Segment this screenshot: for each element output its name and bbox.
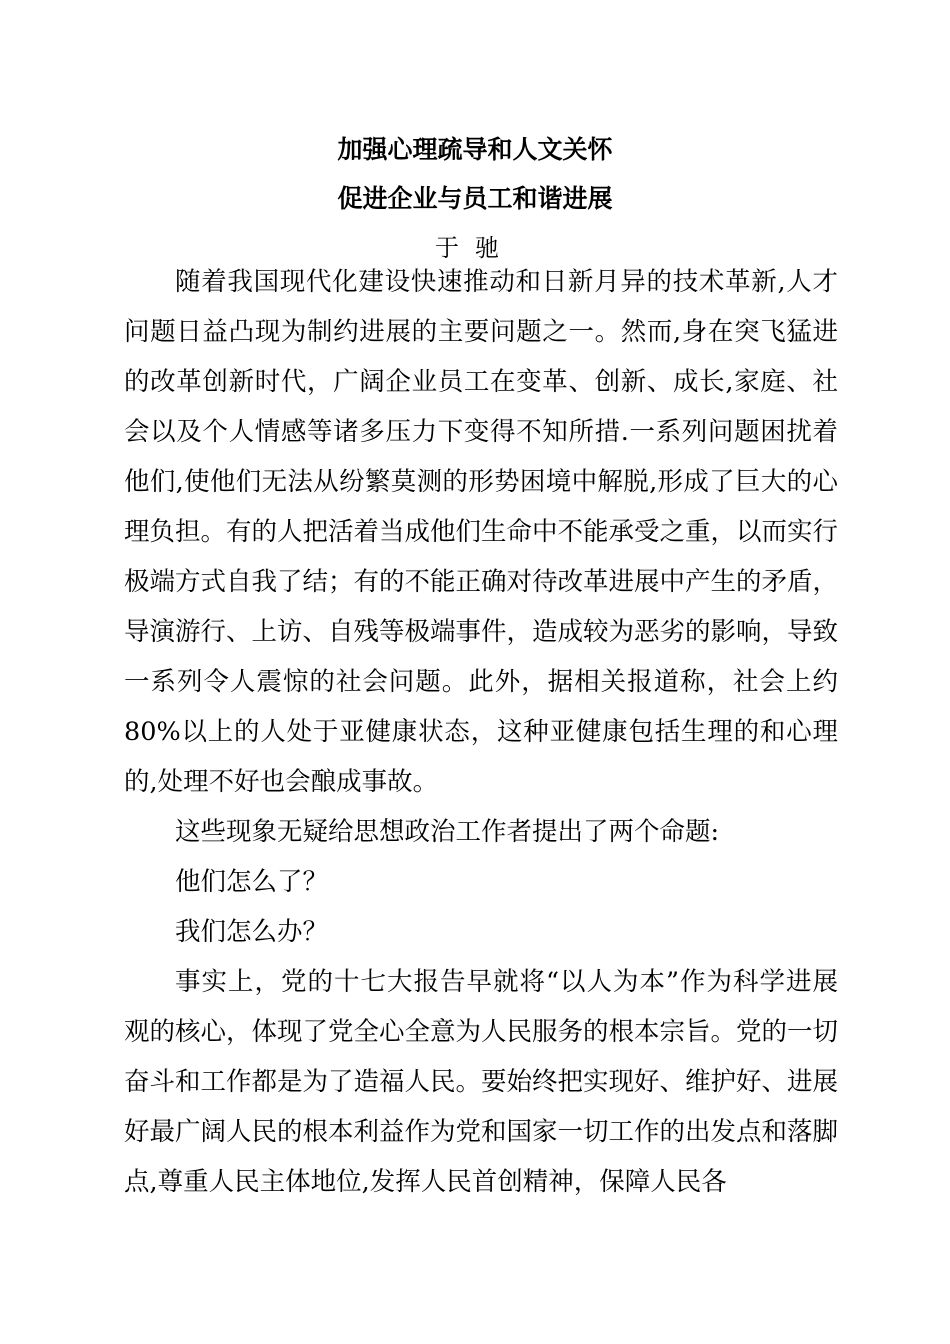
document-title-line-1: 加强心理疏导和人文关怀 bbox=[337, 135, 613, 164]
body-paragraph: 事实上，党的十七大报告早就将“以人为本”作为科学进展观的核心，体现了党全心全意为人民服务的根本宗旨。党的一切奋斗和工作都是为了造福人民。要始终把实现好、维护好、进展好最广阔人民的根本利益作为党和国家一切工作的出发点和落脚点,尊重人民主体地位,发挥人民首创精神，保障人民各 bbox=[124, 967, 839, 1197]
document-title-line-2: 促进企业与员工和谐进展 bbox=[337, 184, 613, 213]
body-paragraph: 他们怎么了？ bbox=[175, 867, 329, 897]
body-paragraph: 这些现象无疑给思想政治工作者提出了两个命题: bbox=[175, 817, 720, 847]
author-name: 于驰 bbox=[435, 234, 515, 262]
body-paragraph: 随着我国现代化建设快速推动和日新月异的技术革新,人才问题日益凸现为制约进展的主要问题之一。然而,身在突飞猛进的改革创新时代，广阔企业员工在变革、创新、成长,家庭、社会以及个人情感等诸多压力下变得不知所措.一系列问题困扰着他们,使他们无法从纷繁莫测的形势困境中解脱,形成了巨大的心理负担。有的人把活着当成他们生命中不能承受之重，以而实行极端方式自我了结；有的不能正确对待改革进展中产生的矛盾，导演游行、上访、自残等极端事件，造成较为恶劣的影响，导致一系列令人震惊的社会问题。此外，据相关报道称，社会上约80%以上的人处于亚健康状态，这种亚健康包括生理的和心理的,处理不好也会酿成事故。 bbox=[124, 267, 839, 797]
document-body bbox=[124, 257, 838, 1207]
body-paragraph: 我们怎么办？ bbox=[175, 917, 329, 947]
